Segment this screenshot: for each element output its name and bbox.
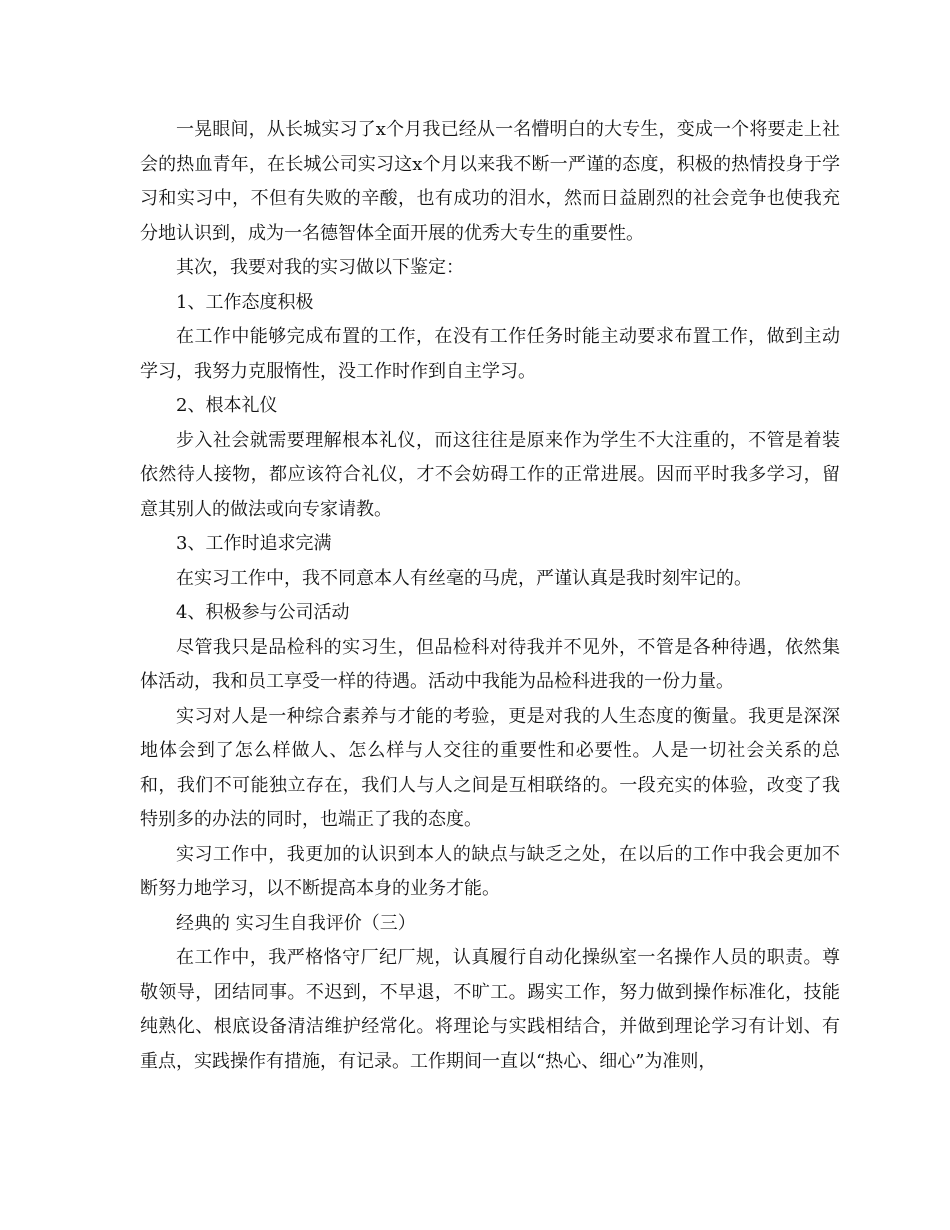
paragraph-work-attitude: 在工作中能够完成布置的工作，在没有工作任务时能主动要求布置工作，做到主动学习，我努力克服惰性，没工作时作到自主学习。: [140, 326, 840, 382]
paragraph-reflection: 实习对人是一种综合素养与才能的考验，更是对我的人生态度的衡量。我更是深深地体会到了怎么样做人、怎么样与人交往的重要性和必要性。人是一切社会关系的总和，我们不可能独立存在，我们人与人之间是互相联络的。一段充实的体验，改变了我特别多的办法的同时，也端正了我的态度。: [140, 705, 840, 830]
heading-company-activities: 4、积极参与公司活动: [176, 602, 350, 623]
paragraph-improvement: 实习工作中，我更加的认识到本人的缺点与缺乏之处，在以后的工作中我会更加不断努力地学习，以不断提高本身的业务才能。: [140, 843, 840, 899]
paragraph-perfection: 在实习工作中，我不同意本人有丝毫的马虎，严谨认真是我时刻牢记的。: [176, 567, 752, 589]
paragraph-company-activities: 尽管我只是品检科的实习生，但品检科对待我并不见外，不管是各种待遇，依然集体活动，我和员工享受一样的待遇。活动中我能为品检科进我的一份力量。: [140, 636, 840, 692]
paragraph-evaluation-lead: 其次，我要对我的实习做以下鉴定：: [176, 257, 464, 278]
section-title: 经典的 实习生自我评价（三）: [176, 912, 416, 934]
paragraph-section-three: 在工作中，我严格恪守厂纪厂规，认真履行自动化操纵室一名操作人员的职责。尊敬领导，团结同事。不迟到，不早退，不旷工。踢实工作，努力做到操作标准化，技能纯熟化、根底设备清洁维护经常化。将理论与实践相结合，并做到理论学习有计划、有重点，实践操作有措施，有记录。工作期间一直以“热心、细心”为准则，: [140, 947, 840, 1072]
paragraph-intro: 一晃眼间，从长城实习了x个月我已经从一名懵明白的大专生，变成一个将要走上社会的热血青年，在长城公司实习这x个月以来我不断一严谨的态度，积极的热情投身于学习和实习中，不但有失败的辛酸，也有成功的泪水，然而日益剧烈的社会竞争也使我充分地认识到，成为一名德智体全面开展的优秀大专生的重要性。: [140, 119, 840, 244]
heading-etiquette: 2、根本礼仪: [176, 395, 278, 416]
heading-perfection: 3、工作时追求完满: [176, 533, 332, 554]
heading-work-attitude: 1、工作态度积极: [176, 291, 314, 313]
paragraph-etiquette: 步入社会就需要理解根本礼仪，而这往往是原来作为学生不大注重的，不管是着装依然待人接物，都应该符合礼仪，才不会妨碍工作的正常进展。因而平时我多学习，留意其别人的做法或向专家请教。: [140, 429, 840, 520]
document-body: [140, 113, 840, 1079]
